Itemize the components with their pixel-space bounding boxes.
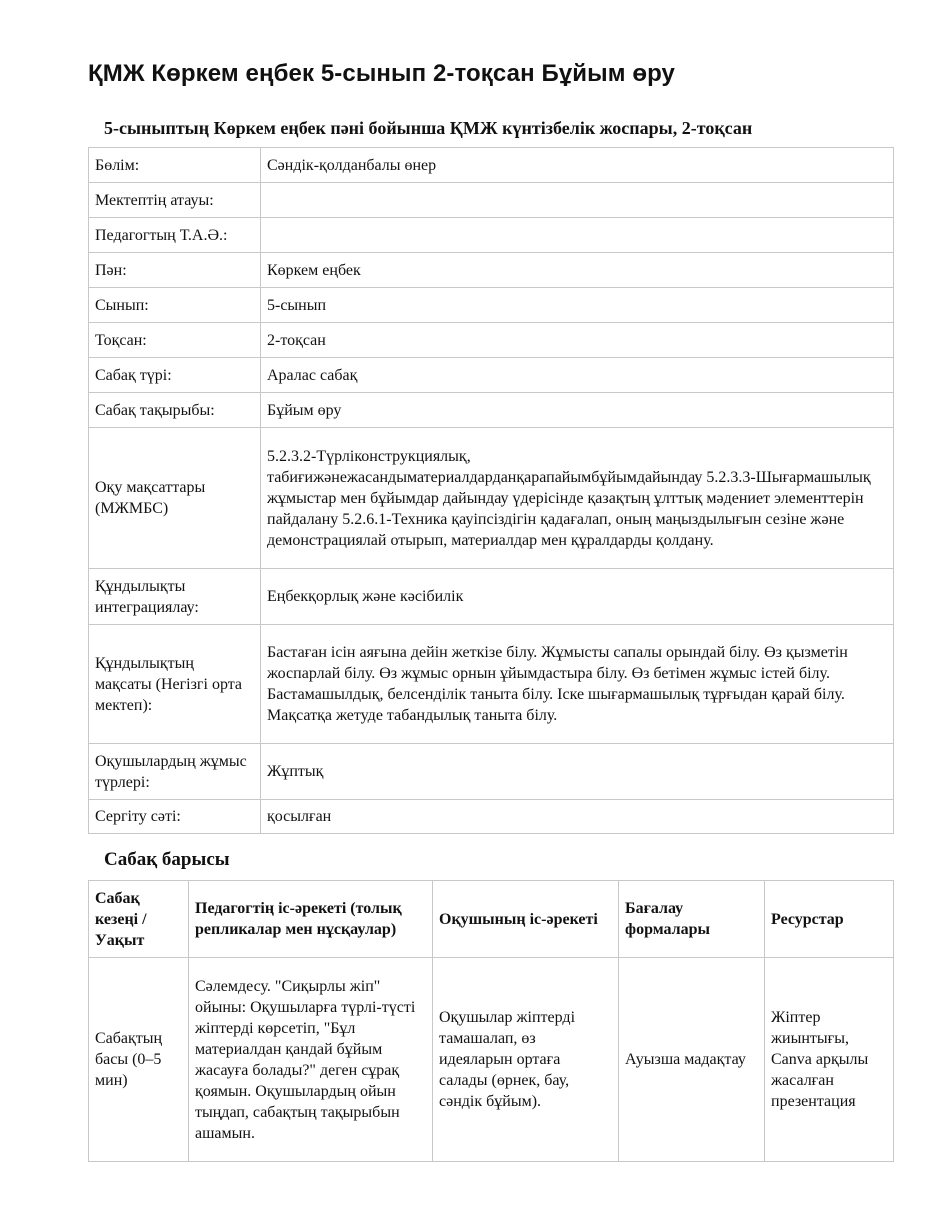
lesson-info-table <box>88 147 894 834</box>
info-key: Сынып: <box>89 288 261 323</box>
header-resources: Ресурстар <box>765 881 894 958</box>
info-row <box>89 358 894 393</box>
info-row <box>89 569 894 625</box>
info-key: Мектептің атауы: <box>89 183 261 218</box>
info-value: Аралас сабақ <box>261 358 894 393</box>
info-value: 5-сынып <box>261 288 894 323</box>
info-row <box>89 800 894 834</box>
info-key: Сабақ түрі: <box>89 358 261 393</box>
info-key: Құндылықты интеграциялау: <box>89 569 261 625</box>
document-title: ҚМЖ Көркем еңбек 5-сынып 2-тоқсан Бұйым өру <box>88 60 675 87</box>
info-key: Оқу мақсаттары (МЖМБС) <box>89 428 261 569</box>
cell-student-actions: Оқушылар жіптерді тамашалап, өз идеяларын ортаға салады (өрнек, бау, сәндік бұйым). <box>433 958 619 1162</box>
lesson-header-row <box>89 881 894 958</box>
document-subtitle: 5-сыныптың Көркем еңбек пәні бойынша ҚМЖ күнтізбелік жоспары, 2-тоқсан <box>104 118 753 138</box>
info-value <box>261 183 894 218</box>
info-key: Сергіту сәті: <box>89 800 261 834</box>
section-title: Сабақ барысы <box>104 849 230 870</box>
info-value: 2-тоқсан <box>261 323 894 358</box>
info-key: Тоқсан: <box>89 323 261 358</box>
lesson-row <box>89 958 894 1162</box>
lesson-flow-table <box>88 880 894 1162</box>
info-key: Бөлім: <box>89 148 261 183</box>
info-row <box>89 744 894 800</box>
header-stage: Сабақ кезеңі / Уақыт <box>89 881 189 958</box>
info-value: қосылған <box>261 800 894 834</box>
info-value: Сәндік-қолданбалы өнер <box>261 148 894 183</box>
info-row <box>89 428 894 569</box>
info-row <box>89 625 894 744</box>
info-row <box>89 148 894 183</box>
header-assessment: Бағалау формалары <box>619 881 765 958</box>
info-value: Бастаған ісін аяғына дейін жеткізе білу. Жұмысты сапалы орындай білу. Өз қызметін жоспарлай білу. Өз жұмыс орнын ұйымдастыра білу. Өз бетімен жұмыс істей білу. Бастамашылдық, белсенділік таныта білу. Іске шығармашылық тұрғыдан қарай білу. Мақсатқа жетуде табандылық таныта білу. <box>261 625 894 744</box>
info-key: Педагогтың Т.А.Ә.: <box>89 218 261 253</box>
info-key: Құндылықтың мақсаты (Негізгі орта мектеп): <box>89 625 261 744</box>
info-value: 5.2.3.2-Түрліконструкциялық, табиғижәнежасандыматериалдарданқарапайымбұйымдайындау 5.2.3.3-Шығармашылық жұмыстар мен бұйымдар дайындау үдерісінде қазақтың ұлттық мәдениет элементтерін пайдалану 5.2.6.1-Техника қауіпсіздігін қадағалап, оның маңыздылығын сезіне және демонстрациялай отырып, материалдар мен құралдарды қолдану. <box>261 428 894 569</box>
info-row <box>89 393 894 428</box>
info-row <box>89 253 894 288</box>
info-value: Бұйым өру <box>261 393 894 428</box>
header-teacher-actions: Педагогтің іс-әрекеті (толық репликалар мен нұсқаулар) <box>189 881 433 958</box>
info-value: Көркем еңбек <box>261 253 894 288</box>
info-value: Жұптық <box>261 744 894 800</box>
info-key: Пән: <box>89 253 261 288</box>
info-key: Сабақ тақырыбы: <box>89 393 261 428</box>
info-row <box>89 323 894 358</box>
cell-assessment: Ауызша мадақтау <box>619 958 765 1162</box>
info-value <box>261 218 894 253</box>
info-row <box>89 183 894 218</box>
cell-stage: Сабақтың басы (0–5 мин) <box>89 958 189 1162</box>
info-value: Еңбекқорлық және кәсібилік <box>261 569 894 625</box>
info-row <box>89 218 894 253</box>
info-key: Оқушылардың жұмыс түрлері: <box>89 744 261 800</box>
info-row <box>89 288 894 323</box>
cell-teacher-actions: Сәлемдесу. "Сиқырлы жіп" ойыны: Оқушыларға түрлі-түсті жіптерді көрсетіп, "Бұл материалдан қандай бұйым жасауға болады?" деген сұрақ қоямын. Оқушылардың ойын тыңдап, сабақтың тақырыбын ашамын. <box>189 958 433 1162</box>
header-student-actions: Оқушының іс-әрекеті <box>433 881 619 958</box>
cell-resources: Жіптер жиынтығы, Canva арқылы жасалған презентация <box>765 958 894 1162</box>
